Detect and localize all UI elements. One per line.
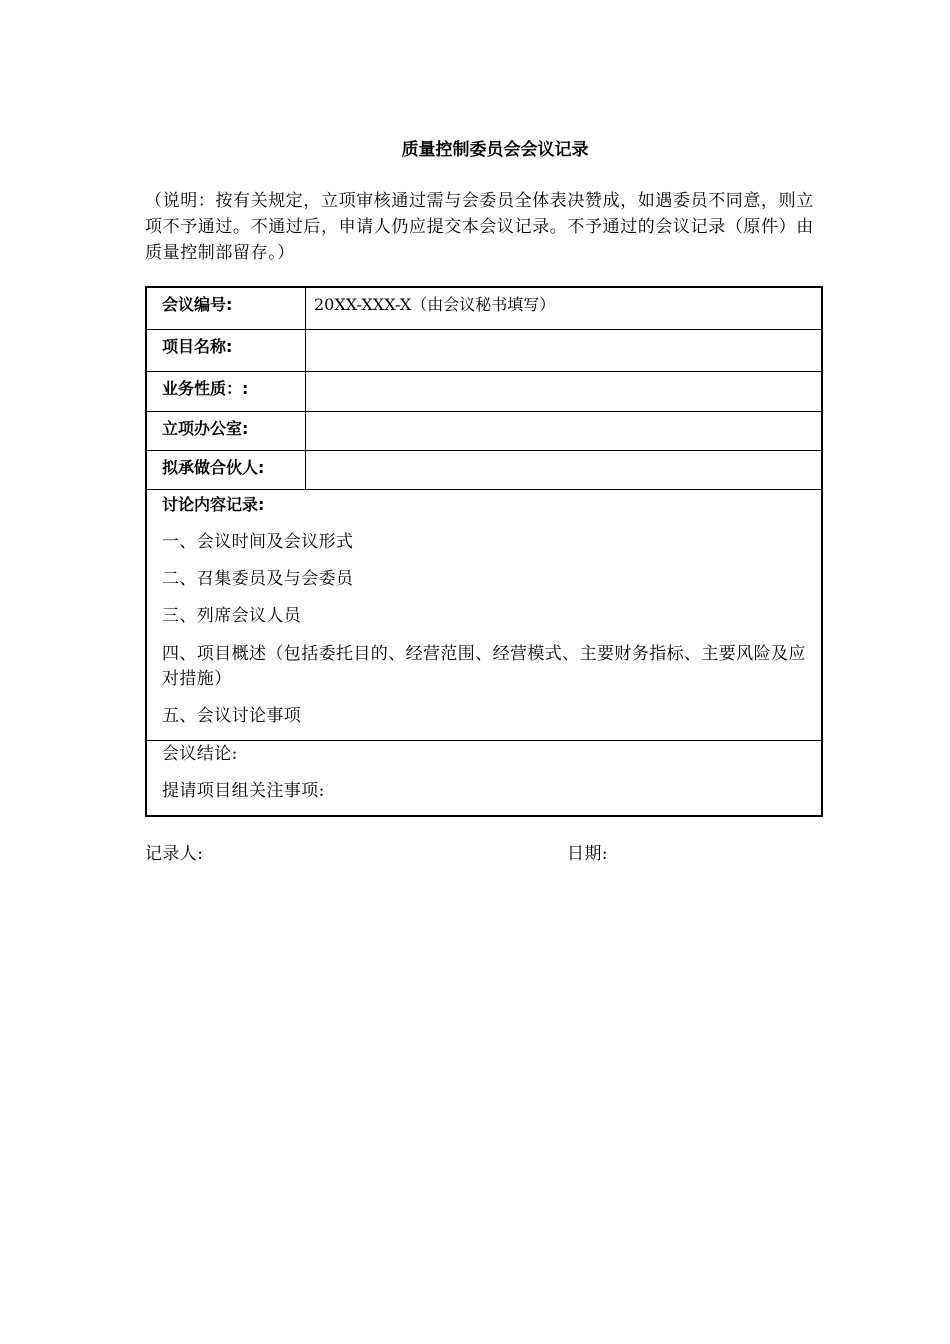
field-value-partner[interactable] [306,451,821,489]
meeting-record-table [145,286,823,817]
attention-label: 提请项目组关注事项: [162,781,325,801]
field-label-project-office: 立项办公室: [147,412,306,450]
discussion-heading: 讨论内容记录: [162,495,265,514]
page-title: 质量控制委员会会议记录 [401,140,589,160]
date-label: 日期: [567,844,608,864]
field-value-meeting-number[interactable]: 20XX-XXX-X（由会议秘书填写） [314,295,556,314]
field-value-business-nature[interactable] [306,372,821,411]
field-row-project-office [147,412,821,451]
field-label-business-nature: 业务性质：: [147,372,306,411]
discussion-item: 五、会议讨论事项 [162,706,302,726]
field-row-business-nature [147,372,821,412]
field-value-project-name[interactable] [306,330,821,371]
field-row-partner [147,451,821,490]
discussion-item: 二、召集委员及与会委员 [162,569,354,589]
discussion-item: 三、列席会议人员 [162,606,302,626]
discussion-item: 一、会议时间及会议形式 [162,532,354,552]
field-row-project-name [147,330,821,372]
discussion-section[interactable] [147,490,821,741]
instruction-note: （说明：按有关规定，立项审核通过需与会委员全体表决赞成，如遇委员不同意，则立项不予通过。不通过后，申请人仍应提交本会议记录。不予通过的会议记录（原件）由质量控制部留存。） [145,191,814,263]
field-value-project-office[interactable] [306,412,821,450]
conclusion-section[interactable] [147,741,821,815]
field-label-partner: 拟承做合伙人: [147,451,306,489]
field-label-project-name: 项目名称: [147,330,306,371]
recorder-label: 记录人: [145,844,204,864]
conclusion-label: 会议结论: [162,744,238,764]
field-row-meeting-number [147,288,821,330]
field-label-meeting-number: 会议编号: [147,288,306,329]
discussion-item: 四、项目概述（包括委托目的、经营范围、经营模式、主要财务指标、主要风险及应对措施） [162,644,806,689]
